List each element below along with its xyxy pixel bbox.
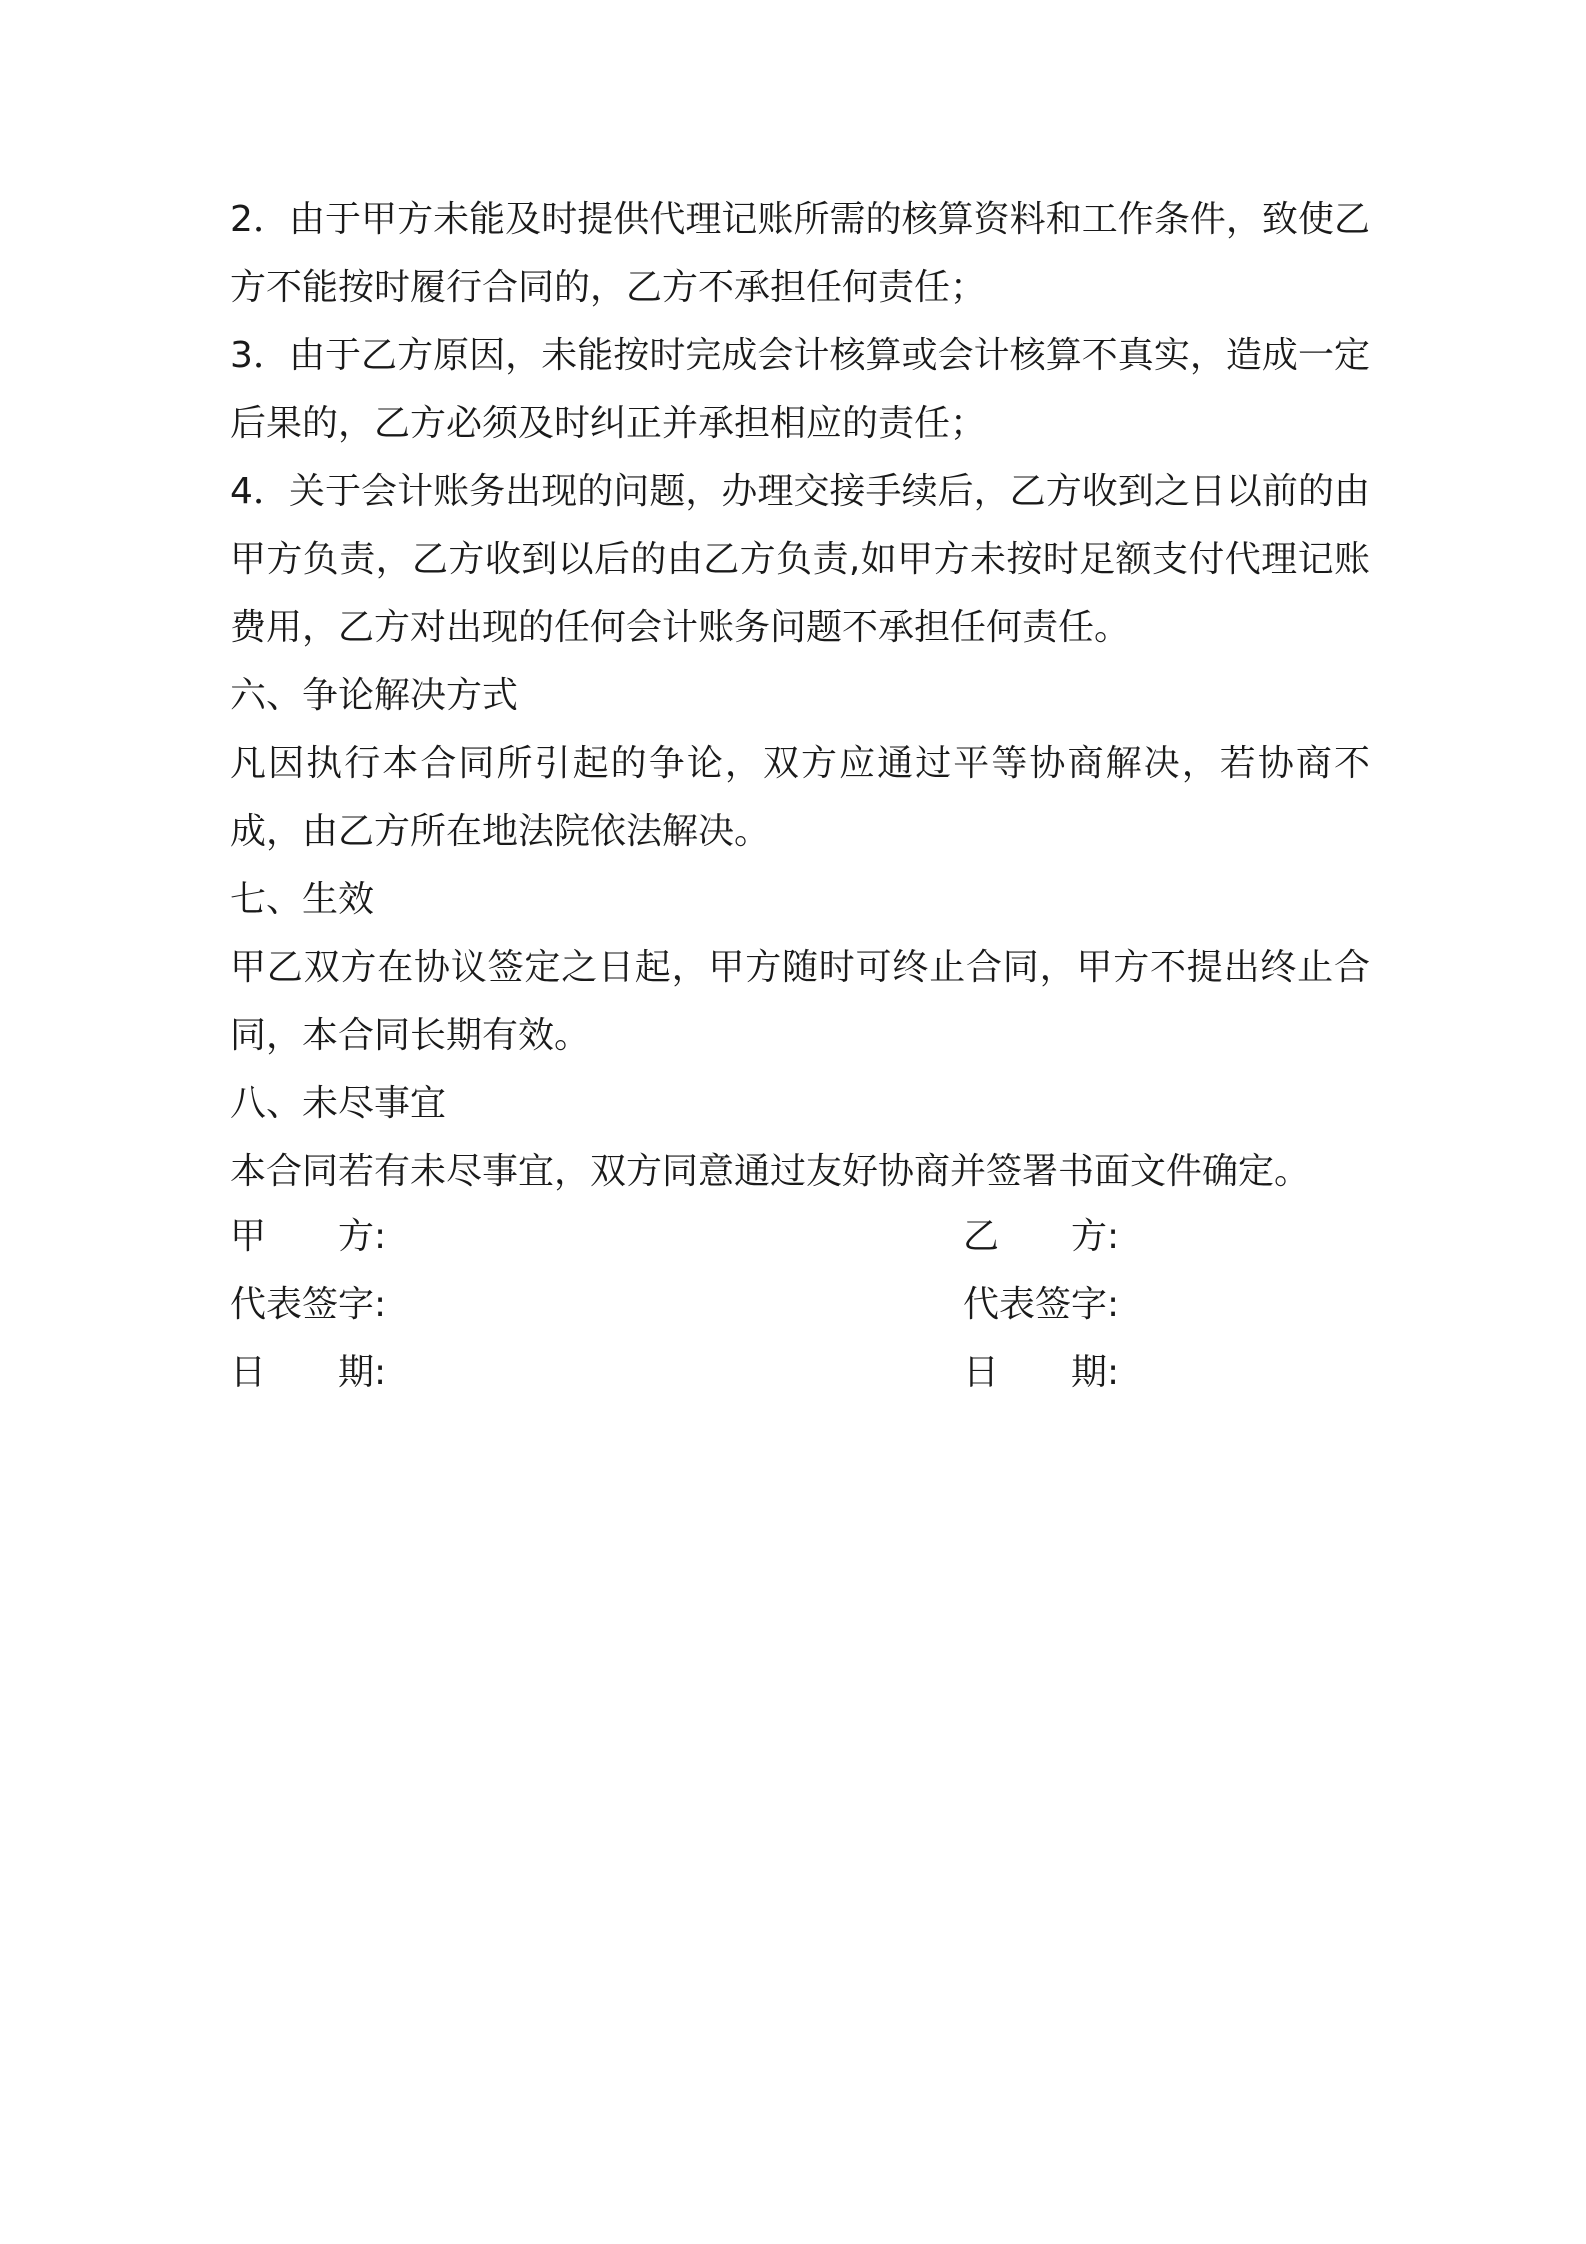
section-heading-effect: 七、生效 [230, 879, 375, 920]
signature-block-party-a [230, 1203, 830, 1407]
party-a-label: 甲 方: [230, 1216, 387, 1257]
party-b-label: 乙 方: [963, 1216, 1120, 1257]
party-b-representative-label: 代表签字: [963, 1284, 1120, 1325]
clause-2: 2．由于甲方未能及时提供代理记账所需的核算资料和工作条件，致使乙方不能按时履行合同的，乙方不承担任何责任； [230, 199, 1370, 308]
party-a-representative-label: 代表签字: [230, 1284, 387, 1325]
misc-clause: 本合同若有未尽事宜，双方同意通过友好协商并签署书面文件确定。 [230, 1151, 1311, 1192]
party-b-date-label: 日 期: [963, 1352, 1120, 1393]
section-heading-dispute: 六、争论解决方式 [230, 675, 519, 716]
clause-4: 4．关于会计账务出现的问题，办理交接手续后，乙方收到之日以前的由甲方负责，乙方收到以后的由乙方负责,如甲方未按时足额支付代理记账费用，乙方对出现的任何会计账务问题不承担任何责任。 [230, 471, 1370, 648]
effect-clause: 甲乙双方在协议签定之日起，甲方随时可终止合同，甲方不提出终止合同，本合同长期有效。 [230, 947, 1370, 1056]
party-a-date-label: 日 期: [230, 1352, 387, 1393]
contract-body [230, 186, 1370, 1206]
clause-3: 3．由于乙方原因，未能按时完成会计核算或会计核算不真实，造成一定后果的，乙方必须及时纠正并承担相应的责任； [230, 335, 1370, 444]
section-heading-misc: 八、未尽事宜 [230, 1083, 447, 1124]
signature-block-party-b [963, 1203, 1363, 1407]
dispute-clause: 凡因执行本合同所引起的争论，双方应通过平等协商解决，若协商不成，由乙方所在地法院依法解决。 [230, 743, 1370, 852]
